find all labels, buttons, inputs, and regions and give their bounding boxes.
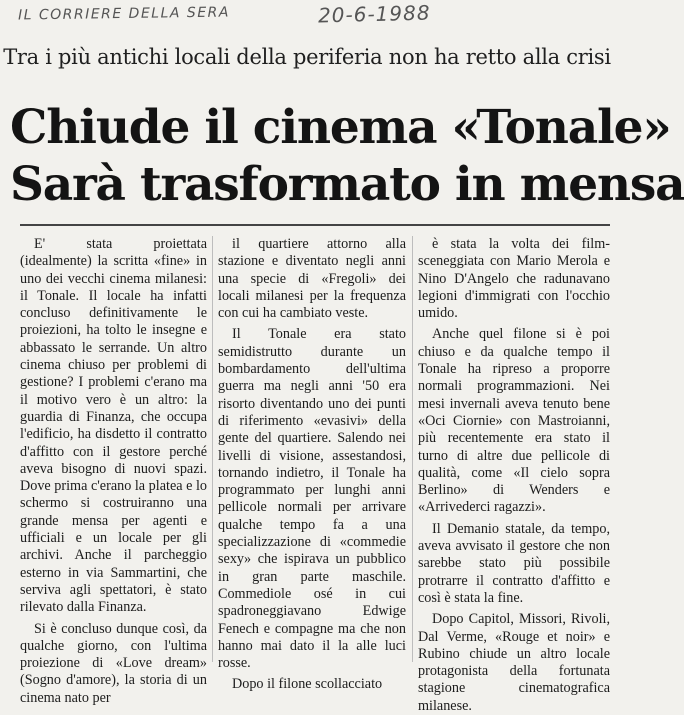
headline-line-2: Sarà trasformato in mensa — [10, 157, 684, 212]
paragraph: Dopo il filone scollacciato — [232, 676, 383, 693]
paragraph: Il Demanio statale, da tempo, aveva avvisato il gestore che non sarebbe stato più possibile protrarre il contratto d'affitto e così è stata la fine. — [418, 520, 610, 606]
paragraph: Il Tonale era stato semidistrutto durante un bombardamento dell'ultima guerra ma negli anni '50 era risorto diventando uno dei punti di riferimento «evasivi» della gente del quartiere. Salendo nei livelli di visione, assestandosi, tornando indietro, il Tonale ha programmato per lunghi anni pellicole normali per arrivare qualche tempo fa a una specializzazione di «commedie sexy» che ispirava un pubblico in gran parte maschile. Commediole osé in cui spadroneggiavano Edwige Fenech e compagne ma che non hanno mai dato il la alle luci rosse. — [218, 326, 406, 672]
column-divider — [212, 236, 213, 662]
handwritten-date: 20-6-1988 — [317, 0, 431, 28]
article-column-3 — [418, 236, 610, 714]
headline-line-1: Chiude il cinema «Tonale» — [10, 100, 671, 155]
handwritten-annotation — [0, 0, 614, 36]
paragraph: E' stata proiettata (idealmente) la scritta «fine» in uno dei vecchi cinema milanesi: il Tonale. Il locale ha infatti concluso definitivamente le proiezioni, ha tolto le insegne e abbassato le serrande. Un altro cinema chiuso per problemi di gestione? I problemi c'erano ma il motivo vero è un altro: la guardia di Finanza, che occupa l'edificio, ha disdetto il contratto d'affitto con il gestore perché aveva bisogno di nuovi spazi. Dove prima c'erano la platea e lo schermo si costruiranno una grande mensa per agenti e ufficiali e un locale per gli archivi. Anche il parcheggio esterno in via Sammartini, che serviva agli spettatori, è stato rilevato dalla Finanza. — [20, 236, 207, 616]
column-divider — [412, 236, 413, 662]
article-column-2 — [218, 236, 406, 693]
paragraph: Dopo Capitol, Missori, Rivoli, Dal Verme, «Rouge et noir» e Rubino chiude un altro locale protagonista della fortunata stagione cinematografica milanese. — [418, 611, 610, 714]
paragraph: Anche quel filone si è poi chiuso e da qualche tempo il Tonale ha ripreso a proporre normali programmazioni. Nei mesi invernali aveva tenuto bene «Oci Ciornie» con Mastroianni, più recentemente era stato il turno di altre due pellicole di qualità, come «Il cielo sopra Berlino» di Wenders e «Arrivederci ragazzi». — [418, 326, 610, 516]
handwritten-masthead: IL CORRIERE DELLA SERA — [17, 4, 231, 24]
paragraph: Si è concluso dunque così, da qualche giorno, con l'ultima proiezione di «Love dream» (Sogno d'amore), la storia di un cinema nato per — [20, 620, 207, 706]
paragraph: è stata la volta dei film-sceneggiata con Mario Merola e Nino D'Angelo che radunavano legioni d'immigrati con l'occhio umido. — [418, 236, 610, 322]
paragraph: il quartiere attorno alla stazione e diventato negli anni una specie di «Fregoli» dei locali milanesi per la frequenza con cui ha cambiato veste. — [218, 236, 406, 322]
article-headline — [10, 100, 684, 212]
headline-rule — [20, 224, 610, 226]
article-kicker: Tra i più antichi locali della periferia non ha retto alla crisi — [3, 45, 611, 69]
article-body — [20, 232, 614, 714]
article-column-1 — [20, 236, 207, 706]
